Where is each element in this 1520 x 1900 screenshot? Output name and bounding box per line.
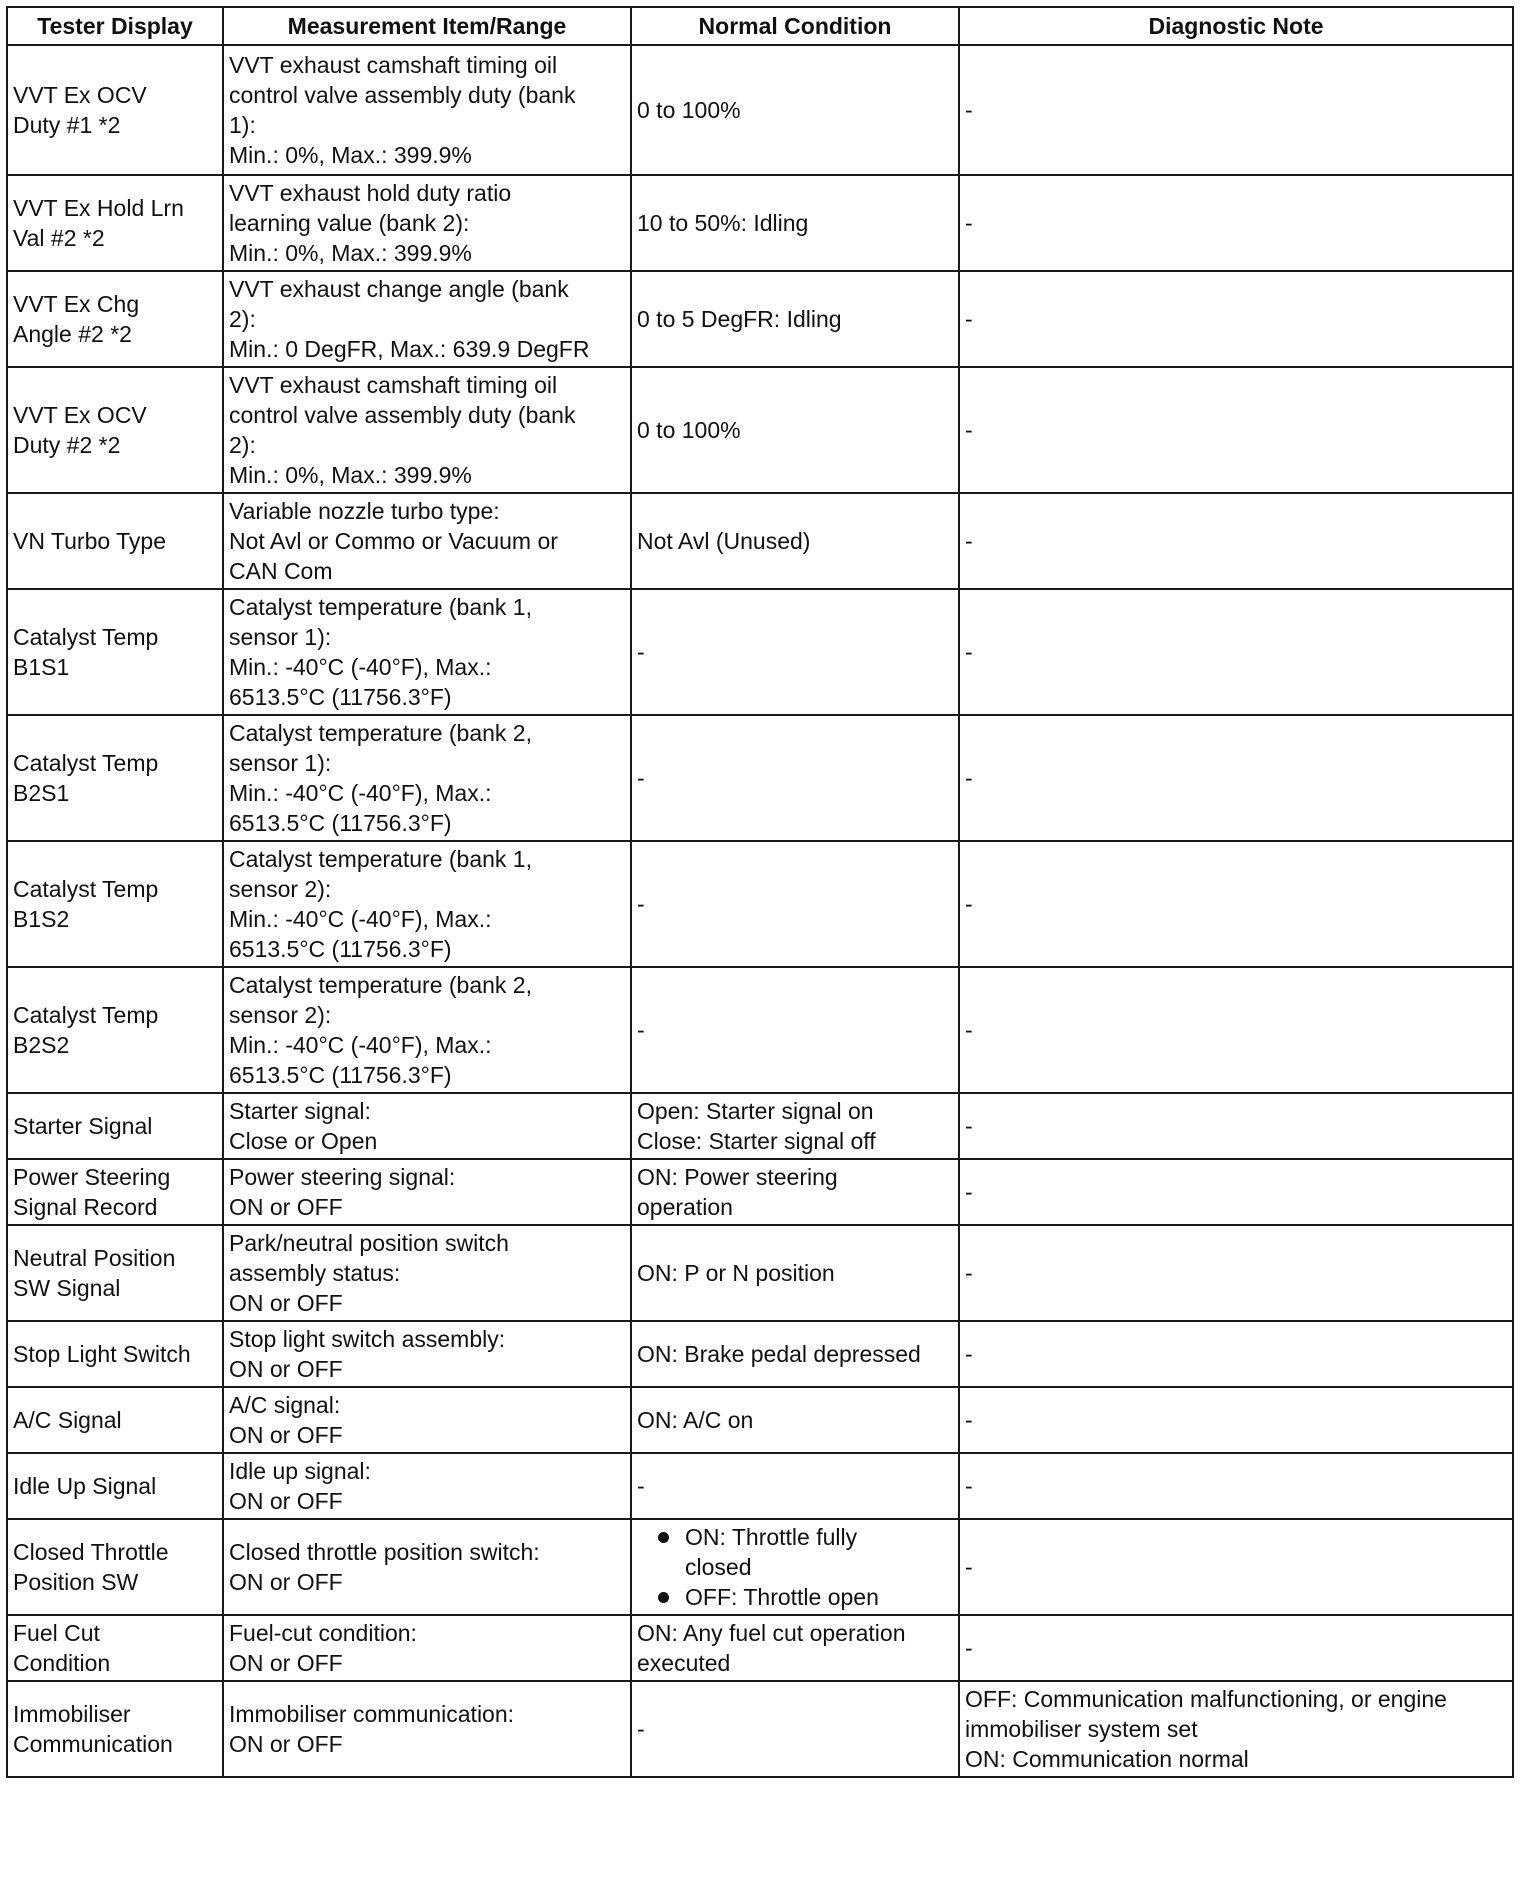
cell-tester-display-line: B2S2: [13, 1032, 70, 1058]
cell-measurement-item: [223, 1453, 631, 1519]
cell-tester-display: [7, 841, 223, 967]
cell-diagnostic-note: [959, 589, 1513, 715]
cell-tester-display-line: Communication: [13, 1731, 173, 1757]
cell-tester-display-line: Angle #2 *2: [13, 321, 132, 347]
table-row: [7, 1225, 1513, 1321]
cell-tester-display-line: B1S2: [13, 906, 70, 932]
cell-measurement-item-line: Min.: -40°C (-40°F), Max.:: [229, 780, 492, 806]
cell-normal-condition-line: Open: Starter signal on: [637, 1098, 874, 1124]
cell-measurement-item-line: sensor 1):: [229, 624, 332, 650]
cell-tester-display-line: Idle Up Signal: [13, 1473, 157, 1499]
cell-tester-display-line: Power Steering: [13, 1164, 171, 1190]
cell-normal-condition: [631, 589, 959, 715]
header-normal-condition: Normal Condition: [631, 7, 959, 45]
cell-measurement-item-line: Power steering signal:: [229, 1164, 456, 1190]
cell-tester-display: [7, 715, 223, 841]
cell-measurement-item-line: Variable nozzle turbo type:: [229, 498, 500, 524]
cell-measurement-item: [223, 1615, 631, 1681]
cell-normal-condition-line: -: [637, 765, 645, 791]
cell-diagnostic-note: [959, 715, 1513, 841]
cell-measurement-item-line: ON or OFF: [229, 1422, 343, 1448]
cell-normal-condition-line: 10 to 50%: Idling: [637, 210, 809, 236]
cell-measurement-item: [223, 493, 631, 589]
cell-measurement-item: [223, 175, 631, 271]
cell-diagnostic-note: [959, 1453, 1513, 1519]
bullet-list: [637, 1522, 953, 1612]
cell-tester-display: [7, 493, 223, 589]
cell-tester-display: [7, 1321, 223, 1387]
cell-measurement-item-line: Min.: 0%, Max.: 399.9%: [229, 240, 472, 266]
cell-diagnostic-note-line: -: [965, 1179, 973, 1205]
cell-measurement-item: [223, 1519, 631, 1615]
cell-tester-display-line: Fuel Cut: [13, 1620, 100, 1646]
cell-normal-condition-line: Not Avl (Unused): [637, 528, 811, 554]
cell-measurement-item-line: 2):: [229, 306, 256, 332]
cell-normal-condition-line: ON: Brake pedal depressed: [637, 1341, 921, 1367]
cell-measurement-item-line: assembly status:: [229, 1260, 401, 1286]
cell-normal-condition-line: -: [637, 1473, 645, 1499]
cell-diagnostic-note: [959, 1159, 1513, 1225]
cell-measurement-item-line: Min.: -40°C (-40°F), Max.:: [229, 654, 492, 680]
cell-measurement-item: [223, 1225, 631, 1321]
cell-normal-condition: [631, 1321, 959, 1387]
cell-diagnostic-note-line: -: [965, 1341, 973, 1367]
table-row: [7, 967, 1513, 1093]
cell-measurement-item-line: control valve assembly duty (bank: [229, 402, 576, 428]
cell-normal-condition: [631, 715, 959, 841]
cell-measurement-item-line: Min.: 0%, Max.: 399.9%: [229, 462, 472, 488]
cell-normal-condition-line: ON: Power steering: [637, 1164, 838, 1190]
cell-measurement-item-line: 6513.5°C (11756.3°F): [229, 1062, 452, 1088]
cell-measurement-item-line: Fuel-cut condition:: [229, 1620, 417, 1646]
table-row: [7, 1093, 1513, 1159]
cell-diagnostic-note-line: -: [965, 1017, 973, 1043]
cell-measurement-item-line: ON or OFF: [229, 1488, 343, 1514]
cell-measurement-item-line: control valve assembly duty (bank: [229, 82, 576, 108]
table-row: [7, 841, 1513, 967]
table-row: [7, 1453, 1513, 1519]
cell-diagnostic-note-line: ON: Communication normal: [965, 1746, 1249, 1772]
cell-measurement-item: [223, 1681, 631, 1777]
cell-tester-display: [7, 1225, 223, 1321]
cell-measurement-item: [223, 967, 631, 1093]
cell-measurement-item-line: Min.: 0 DegFR, Max.: 639.9 DegFR: [229, 336, 590, 362]
cell-measurement-item-line: CAN Com: [229, 558, 333, 584]
cell-measurement-item-line: VVT exhaust hold duty ratio: [229, 180, 512, 206]
cell-tester-display-line: Duty #1 *2: [13, 112, 121, 138]
cell-measurement-item-line: Min.: -40°C (-40°F), Max.:: [229, 906, 492, 932]
header-measurement-item: Measurement Item/Range: [223, 7, 631, 45]
cell-normal-condition: [631, 1093, 959, 1159]
cell-tester-display: [7, 967, 223, 1093]
cell-diagnostic-note: [959, 1321, 1513, 1387]
cell-tester-display-line: Catalyst Temp: [13, 624, 159, 650]
cell-diagnostic-note: [959, 367, 1513, 493]
cell-measurement-item: [223, 1093, 631, 1159]
cell-normal-condition: [631, 1453, 959, 1519]
cell-normal-condition-line: -: [637, 1716, 645, 1742]
cell-normal-condition: [631, 175, 959, 271]
bullet-item-line: OFF: Throttle open: [685, 1584, 879, 1610]
cell-measurement-item-line: Min.: -40°C (-40°F), Max.:: [229, 1032, 492, 1058]
cell-tester-display-line: Signal Record: [13, 1194, 158, 1220]
cell-tester-display-line: VVT Ex Hold Lrn: [13, 195, 184, 221]
cell-diagnostic-note-line: -: [965, 1113, 973, 1139]
cell-measurement-item: [223, 715, 631, 841]
cell-normal-condition: [631, 1615, 959, 1681]
cell-diagnostic-note: [959, 1681, 1513, 1777]
cell-measurement-item-line: sensor 1):: [229, 750, 332, 776]
cell-measurement-item-line: sensor 2):: [229, 1002, 332, 1028]
cell-normal-condition-line: 0 to 100%: [637, 97, 741, 123]
cell-normal-condition-line: -: [637, 1017, 645, 1043]
cell-measurement-item-line: ON or OFF: [229, 1290, 343, 1316]
cell-tester-display-line: Immobiliser: [13, 1701, 131, 1727]
cell-measurement-item-line: 6513.5°C (11756.3°F): [229, 936, 452, 962]
cell-diagnostic-note-line: -: [965, 210, 973, 236]
cell-tester-display: [7, 1093, 223, 1159]
cell-normal-condition-line: executed: [637, 1650, 731, 1676]
cell-normal-condition: [631, 1159, 959, 1225]
table-row: [7, 45, 1513, 175]
cell-tester-display-line: VVT Ex OCV: [13, 82, 147, 108]
table-row: [7, 1519, 1513, 1615]
cell-measurement-item: [223, 1159, 631, 1225]
cell-tester-display-line: Closed Throttle: [13, 1539, 169, 1565]
cell-tester-display-line: Position SW: [13, 1569, 139, 1595]
cell-normal-condition-line: operation: [637, 1194, 733, 1220]
cell-tester-display: [7, 271, 223, 367]
cell-diagnostic-note-line: OFF: Communication malfunctioning, or engine: [965, 1686, 1447, 1712]
cell-measurement-item-line: Starter signal:: [229, 1098, 371, 1124]
cell-normal-condition: [631, 1519, 959, 1615]
bullet-item: [685, 1582, 953, 1612]
tester-data-table: [6, 6, 1514, 1778]
table-row: [7, 1159, 1513, 1225]
cell-normal-condition-line: 0 to 100%: [637, 417, 741, 443]
cell-measurement-item-line: 6513.5°C (11756.3°F): [229, 810, 452, 836]
cell-diagnostic-note-line: -: [965, 1473, 973, 1499]
cell-measurement-item-line: Immobiliser communication:: [229, 1701, 515, 1727]
cell-diagnostic-note: [959, 841, 1513, 967]
cell-tester-display-line: Stop Light Switch: [13, 1341, 191, 1367]
table-row: [7, 1681, 1513, 1777]
cell-normal-condition: [631, 45, 959, 175]
cell-tester-display-line: VVT Ex OCV: [13, 402, 147, 428]
cell-measurement-item-line: ON or OFF: [229, 1650, 343, 1676]
table-row: [7, 589, 1513, 715]
cell-measurement-item-line: Closed throttle position switch:: [229, 1539, 540, 1565]
table-row: [7, 175, 1513, 271]
cell-tester-display: [7, 1615, 223, 1681]
cell-diagnostic-note-line: -: [965, 1407, 973, 1433]
header-row: [7, 7, 1513, 45]
cell-normal-condition: [631, 367, 959, 493]
cell-diagnostic-note-line: -: [965, 97, 973, 123]
cell-diagnostic-note-line: -: [965, 1554, 973, 1580]
cell-diagnostic-note-line: -: [965, 765, 973, 791]
header-tester-display: Tester Display: [7, 7, 223, 45]
cell-diagnostic-note: [959, 175, 1513, 271]
cell-measurement-item: [223, 45, 631, 175]
cell-normal-condition-line: ON: A/C on: [637, 1407, 754, 1433]
cell-tester-display: [7, 1453, 223, 1519]
cell-diagnostic-note: [959, 1615, 1513, 1681]
cell-diagnostic-note: [959, 1387, 1513, 1453]
cell-tester-display-line: Condition: [13, 1650, 111, 1676]
cell-tester-display: [7, 1519, 223, 1615]
cell-tester-display: [7, 1681, 223, 1777]
cell-diagnostic-note: [959, 271, 1513, 367]
cell-tester-display-line: Neutral Position: [13, 1245, 176, 1271]
table-body: [7, 45, 1513, 1777]
cell-measurement-item-line: Park/neutral position switch: [229, 1230, 509, 1256]
cell-tester-display-line: VVT Ex Chg: [13, 291, 140, 317]
cell-measurement-item-line: ON or OFF: [229, 1569, 343, 1595]
cell-measurement-item: [223, 367, 631, 493]
cell-normal-condition: [631, 493, 959, 589]
table-row: [7, 715, 1513, 841]
cell-tester-display-line: SW Signal: [13, 1275, 121, 1301]
cell-diagnostic-note-line: -: [965, 639, 973, 665]
cell-tester-display-line: Catalyst Temp: [13, 750, 159, 776]
cell-measurement-item-line: Catalyst temperature (bank 2,: [229, 720, 532, 746]
cell-tester-display-line: Catalyst Temp: [13, 1002, 159, 1028]
cell-tester-display-line: B1S1: [13, 654, 70, 680]
cell-measurement-item-line: 2):: [229, 432, 256, 458]
bullet-item: [685, 1522, 953, 1582]
cell-measurement-item-line: A/C signal:: [229, 1392, 341, 1418]
cell-diagnostic-note: [959, 493, 1513, 589]
cell-normal-condition-line: ON: Any fuel cut operation: [637, 1620, 906, 1646]
table-row: [7, 1321, 1513, 1387]
cell-measurement-item-line: ON or OFF: [229, 1356, 343, 1382]
table-row: [7, 1615, 1513, 1681]
cell-measurement-item: [223, 589, 631, 715]
cell-normal-condition-line: ON: P or N position: [637, 1260, 835, 1286]
cell-diagnostic-note: [959, 1519, 1513, 1615]
cell-tester-display: [7, 589, 223, 715]
cell-measurement-item-line: 6513.5°C (11756.3°F): [229, 684, 452, 710]
table-row: [7, 493, 1513, 589]
cell-measurement-item-line: VVT exhaust change angle (bank: [229, 276, 569, 302]
cell-tester-display-line: Val #2 *2: [13, 225, 105, 251]
bullet-item-line: ON: Throttle fully: [685, 1524, 858, 1550]
cell-measurement-item-line: VVT exhaust camshaft timing oil: [229, 52, 558, 78]
cell-tester-display: [7, 1387, 223, 1453]
cell-tester-display: [7, 1159, 223, 1225]
cell-tester-display-line: A/C Signal: [13, 1407, 122, 1433]
cell-diagnostic-note: [959, 45, 1513, 175]
bullet-item-line: closed: [685, 1554, 752, 1580]
cell-tester-display-line: Duty #2 *2: [13, 432, 121, 458]
cell-measurement-item-line: Stop light switch assembly:: [229, 1326, 506, 1352]
table-row: [7, 271, 1513, 367]
cell-diagnostic-note-line: -: [965, 417, 973, 443]
table-row: [7, 367, 1513, 493]
cell-diagnostic-note-line: -: [965, 1635, 973, 1661]
cell-normal-condition: [631, 967, 959, 1093]
cell-normal-condition-line: -: [637, 891, 645, 917]
cell-measurement-item-line: Catalyst temperature (bank 1,: [229, 594, 532, 620]
cell-measurement-item-line: Min.: 0%, Max.: 399.9%: [229, 142, 472, 168]
cell-measurement-item-line: 1):: [229, 112, 256, 138]
cell-normal-condition: [631, 1387, 959, 1453]
cell-diagnostic-note-line: -: [965, 1260, 973, 1286]
cell-tester-display: [7, 367, 223, 493]
cell-diagnostic-note: [959, 1093, 1513, 1159]
cell-diagnostic-note-line: -: [965, 528, 973, 554]
cell-measurement-item-line: ON or OFF: [229, 1731, 343, 1757]
cell-measurement-item-line: ON or OFF: [229, 1194, 343, 1220]
cell-tester-display: [7, 175, 223, 271]
cell-diagnostic-note-line: -: [965, 306, 973, 332]
table-row: [7, 1387, 1513, 1453]
cell-normal-condition: [631, 1225, 959, 1321]
header-diagnostic-note: Diagnostic Note: [959, 7, 1513, 45]
cell-measurement-item-line: Catalyst temperature (bank 2,: [229, 972, 532, 998]
cell-diagnostic-note: [959, 1225, 1513, 1321]
cell-diagnostic-note: [959, 967, 1513, 1093]
cell-normal-condition: [631, 271, 959, 367]
cell-diagnostic-note-line: immobiliser system set: [965, 1716, 1198, 1742]
cell-measurement-item: [223, 841, 631, 967]
cell-tester-display-line: Catalyst Temp: [13, 876, 159, 902]
cell-measurement-item: [223, 1387, 631, 1453]
cell-measurement-item-line: VVT exhaust camshaft timing oil: [229, 372, 558, 398]
cell-measurement-item-line: Idle up signal:: [229, 1458, 371, 1484]
cell-normal-condition-line: Close: Starter signal off: [637, 1128, 876, 1154]
cell-tester-display-line: VN Turbo Type: [13, 528, 166, 554]
cell-measurement-item-line: Not Avl or Commo or Vacuum or: [229, 528, 558, 554]
cell-normal-condition: [631, 841, 959, 967]
cell-normal-condition-line: 0 to 5 DegFR: Idling: [637, 306, 842, 332]
cell-measurement-item-line: Catalyst temperature (bank 1,: [229, 846, 532, 872]
cell-measurement-item-line: sensor 2):: [229, 876, 332, 902]
cell-tester-display-line: Starter Signal: [13, 1113, 153, 1139]
cell-measurement-item-line: Close or Open: [229, 1128, 378, 1154]
cell-tester-display-line: B2S1: [13, 780, 70, 806]
cell-measurement-item: [223, 1321, 631, 1387]
cell-measurement-item: [223, 271, 631, 367]
cell-normal-condition-line: -: [637, 639, 645, 665]
cell-diagnostic-note-line: -: [965, 891, 973, 917]
cell-measurement-item-line: learning value (bank 2):: [229, 210, 470, 236]
cell-normal-condition: [631, 1681, 959, 1777]
cell-tester-display: [7, 45, 223, 175]
